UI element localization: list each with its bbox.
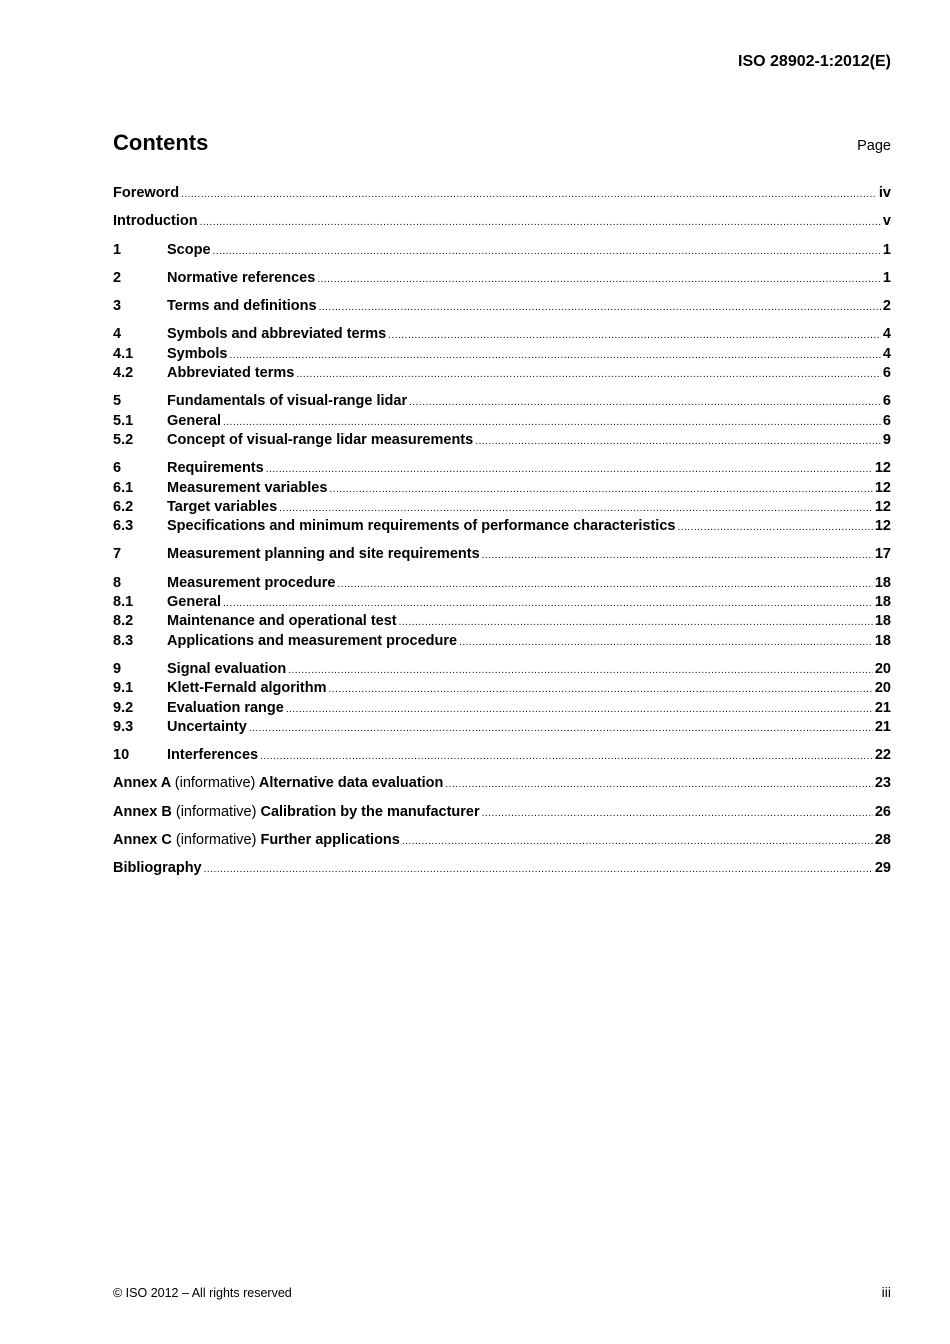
toc-entry-title: Klett-Fernald algorithm	[167, 680, 327, 697]
toc-entry-title: Specifications and minimum requirements of performance characteristics	[167, 518, 676, 535]
toc-entry-page: 23	[874, 775, 891, 792]
toc-entry[interactable]	[113, 498, 891, 517]
toc-entry-page: 6	[882, 412, 891, 429]
toc-entry-page: 18	[874, 632, 891, 649]
dot-leader	[229, 346, 880, 365]
toc-entry-title: Applications and measurement procedure	[167, 632, 458, 649]
dot-leader	[200, 213, 881, 232]
dot-leader	[279, 499, 873, 518]
toc-entry-number: 6.2	[113, 498, 134, 515]
toc-entry-page: 6	[882, 365, 891, 382]
toc-entry[interactable]	[113, 746, 891, 765]
toc-entry[interactable]	[113, 184, 891, 203]
toc-entry-title: Foreword	[113, 185, 180, 201]
toc-entry[interactable]	[113, 517, 891, 536]
toc-entry-page: 12	[874, 518, 891, 535]
toc-entry-page: 21	[874, 718, 891, 735]
annex-label: Annex B	[113, 803, 172, 820]
toc-entry-page: 4	[882, 326, 891, 343]
dot-leader	[319, 298, 881, 317]
toc-entry-number: 1	[113, 241, 122, 258]
toc-entry-page: 26	[874, 803, 891, 820]
toc-group	[113, 859, 891, 878]
toc-entry-page: 12	[874, 498, 891, 515]
dot-leader	[286, 700, 873, 719]
annex-type: (informative)	[175, 832, 257, 849]
toc-entry[interactable]	[113, 679, 891, 698]
toc-entry-title: Normative references	[167, 269, 316, 286]
annex-title: Further applications	[260, 832, 400, 849]
toc-group	[113, 660, 891, 737]
toc-entry-number: 3	[113, 298, 122, 315]
toc-entry-title: Concept of visual-range lidar measurements	[167, 431, 474, 448]
toc-entry-number: 5	[113, 393, 122, 410]
toc-group	[113, 325, 891, 383]
dot-leader	[329, 480, 872, 499]
toc-entry[interactable]	[113, 364, 891, 383]
toc-entry-page: 1	[882, 241, 891, 258]
toc-group	[113, 774, 891, 793]
toc-entry-number: 6.1	[113, 479, 134, 496]
toc-entry[interactable]	[113, 859, 891, 878]
toc-group	[113, 297, 891, 316]
toc-entry-title: Symbols	[167, 345, 228, 362]
toc-entry[interactable]	[113, 632, 891, 651]
toc-entry-page: 18	[874, 574, 891, 591]
toc-entry-title: Requirements	[167, 460, 264, 477]
toc-entry-number: 7	[113, 546, 122, 563]
toc-entry-title: Interferences	[167, 747, 259, 764]
toc-entry-number: 8.1	[113, 594, 134, 611]
toc-entry[interactable]	[113, 345, 891, 364]
dot-leader	[317, 270, 881, 289]
toc-entry-number: 5.1	[113, 412, 134, 429]
toc-entry-title: Evaluation range	[167, 699, 284, 716]
dot-leader	[337, 575, 872, 594]
toc-entry-number: 9	[113, 660, 122, 677]
toc-entry-page: 12	[874, 479, 891, 496]
toc-entry-number: 4.2	[113, 365, 134, 382]
toc-entry-title: Abbreviated terms	[167, 365, 295, 382]
dot-leader	[388, 326, 881, 345]
contents-heading-row	[113, 130, 891, 156]
annex-type: (informative)	[175, 803, 257, 820]
toc-entry-title: Target variables	[167, 498, 278, 515]
toc-group	[113, 269, 891, 288]
toc-entry[interactable]	[113, 803, 891, 822]
toc-entry-page: 2	[882, 298, 891, 315]
toc-group	[113, 459, 891, 536]
toc-entry-page: 17	[874, 546, 891, 563]
dot-leader	[329, 680, 873, 699]
toc-entry-page: 4	[882, 345, 891, 362]
toc-entry-page: 1	[882, 269, 891, 286]
toc-entry[interactable]	[113, 718, 891, 737]
toc-entry-title: Scope	[167, 241, 211, 258]
toc-entry-number: 2	[113, 269, 122, 286]
toc-entry-title	[113, 831, 400, 850]
toc-group	[113, 392, 891, 450]
toc-entry[interactable]	[113, 241, 891, 260]
dot-leader	[459, 633, 873, 652]
toc-entry-title: Fundamentals of visual-range lidar	[167, 393, 408, 410]
toc-entry-page: 9	[882, 431, 891, 448]
toc-entry-number: 4	[113, 326, 122, 343]
toc-entry-number: 9.1	[113, 680, 134, 697]
toc-entry-title: Symbols and abbreviated terms	[167, 326, 387, 343]
toc-entry-title	[113, 774, 443, 793]
toc-entry[interactable]	[113, 593, 891, 612]
toc-entry[interactable]	[113, 431, 891, 450]
toc-entry[interactable]	[113, 545, 891, 564]
dot-leader	[223, 413, 881, 432]
toc-group	[113, 241, 891, 260]
toc-entry-title: General	[167, 412, 221, 429]
annex-title: Alternative data evaluation	[258, 775, 444, 792]
dot-leader	[445, 775, 872, 794]
toc-entry-page: 29	[874, 860, 891, 877]
toc-entry-number: 5.2	[113, 431, 134, 448]
toc-entry-number: 4.1	[113, 345, 134, 362]
dot-leader	[475, 432, 881, 451]
toc-entry-page: 28	[874, 832, 891, 849]
toc-entry-title: Maintenance and operational test	[167, 613, 397, 630]
dot-leader	[402, 832, 873, 851]
annex-label: Annex C	[113, 832, 172, 849]
toc-entry[interactable]	[113, 325, 891, 344]
dot-leader	[223, 594, 873, 613]
toc-entry[interactable]	[113, 574, 891, 593]
toc-entry-page: 21	[874, 699, 891, 716]
dot-leader	[399, 613, 873, 632]
toc-entry-title: Measurement procedure	[167, 574, 336, 591]
dot-leader	[266, 460, 873, 479]
toc-group	[113, 831, 891, 850]
toc-entry-title: Signal evaluation	[167, 660, 287, 677]
toc-entry-number: 10	[113, 747, 130, 764]
toc-entry-title: Measurement variables	[167, 479, 328, 496]
toc-group	[113, 574, 891, 651]
copyright-notice: © ISO 2012 – All rights reserved	[113, 1286, 292, 1300]
toc-entry[interactable]	[113, 479, 891, 498]
dot-leader	[288, 661, 873, 680]
toc-group	[113, 545, 891, 564]
toc-entry-title: General	[167, 594, 221, 611]
toc-entry-number: 8.2	[113, 613, 134, 630]
toc-entry-title: Introduction	[113, 213, 198, 230]
toc-entry[interactable]	[113, 297, 891, 316]
dot-leader	[213, 242, 881, 261]
toc-entry[interactable]	[113, 459, 891, 478]
dot-leader	[181, 185, 877, 204]
table-of-contents	[113, 184, 891, 888]
toc-entry[interactable]	[113, 774, 891, 793]
toc-entry[interactable]	[113, 699, 891, 718]
toc-entry-page: 22	[874, 747, 891, 764]
annex-label: Annex A	[113, 775, 171, 792]
toc-entry-number: 6	[113, 460, 122, 477]
toc-entry[interactable]	[113, 831, 891, 850]
toc-entry[interactable]	[113, 269, 891, 288]
toc-entry-title	[113, 803, 480, 822]
toc-entry-title: Bibliography	[113, 860, 202, 877]
dot-leader	[677, 518, 872, 537]
toc-entry[interactable]	[113, 412, 891, 431]
toc-entry-number: 8.3	[113, 632, 134, 649]
toc-entry-number: 8	[113, 574, 122, 591]
dot-leader	[249, 719, 873, 738]
dot-leader	[260, 747, 873, 766]
toc-entry-page: 20	[874, 680, 891, 697]
toc-group	[113, 184, 891, 203]
toc-entry-page: iv	[878, 185, 891, 201]
toc-entry-title: Uncertainty	[167, 718, 247, 735]
page-number: iii	[881, 1284, 891, 1300]
toc-group	[113, 212, 891, 231]
toc-entry-page: 18	[874, 594, 891, 611]
toc-entry[interactable]	[113, 660, 891, 679]
dot-leader	[204, 860, 873, 879]
toc-entry[interactable]	[113, 612, 891, 631]
toc-entry-title: Measurement planning and site requirements	[167, 546, 480, 563]
toc-group	[113, 803, 891, 822]
toc-entry-number: 9.3	[113, 718, 134, 735]
toc-entry[interactable]	[113, 212, 891, 231]
toc-entry-page: 20	[874, 660, 891, 677]
toc-entry[interactable]	[113, 392, 891, 411]
dot-leader	[482, 546, 873, 565]
dot-leader	[409, 393, 881, 412]
toc-entry-title: Terms and definitions	[167, 298, 317, 315]
toc-entry-page: 6	[882, 393, 891, 410]
dot-leader	[482, 804, 873, 823]
document-id: ISO 28902-1:2012(E)	[738, 53, 891, 70]
toc-group	[113, 746, 891, 765]
toc-entry-page: 12	[874, 460, 891, 477]
toc-entry-page: v	[882, 213, 891, 230]
toc-entry-page: 18	[874, 613, 891, 630]
annex-title: Calibration by the manufacturer	[260, 803, 480, 820]
toc-entry-number: 6.3	[113, 518, 134, 535]
dot-leader	[296, 365, 881, 384]
contents-title: Contents	[113, 130, 209, 155]
toc-entry-number: 9.2	[113, 699, 134, 716]
annex-type: (informative)	[174, 775, 256, 792]
page-column-label: Page	[857, 138, 891, 154]
